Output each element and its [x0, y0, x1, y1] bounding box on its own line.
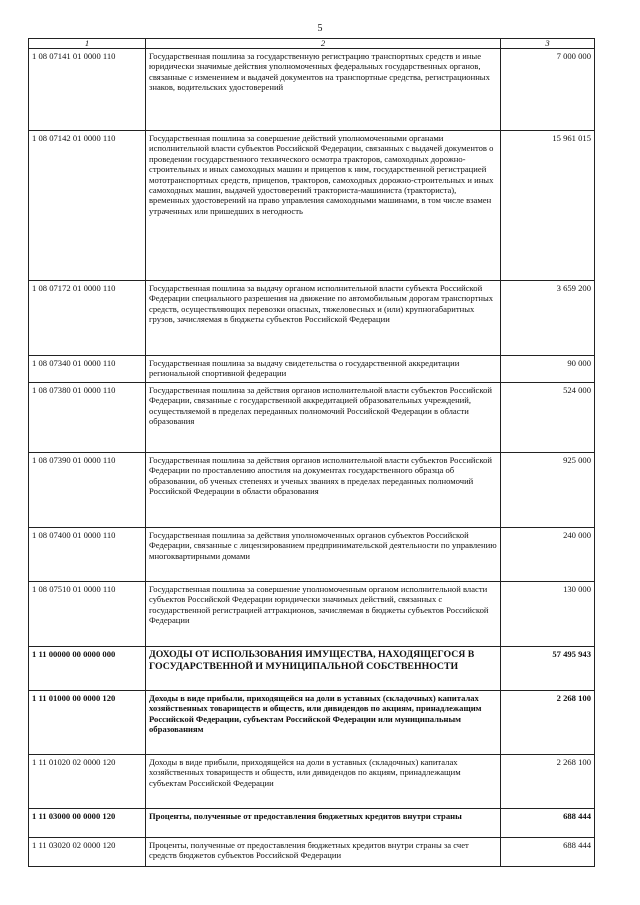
- revenue-description: Государственная пошлина за действия органов исполнительной власти субъектов Российской Федерации по проставлению апостиля на документах государственного образца об образовании, об ученых степенях и ученых званиях в пределах переданных полномочий Российской Федерации в области образования: [146, 453, 501, 528]
- revenue-description: Государственная пошлина за выдачу органом исполнительной власти субъекта Российской Федерации специального разрешения на движение по автомобильным дорогам транспортных средств, осуществляющих перевозки опасных, тяжеловесных и (или) крупногабаритных грузов, зачисляемая в бюджеты субъектов Российской Федерации: [146, 281, 501, 356]
- revenue-description: Государственная пошлина за совершение действий уполномоченными органами исполнительной власти субъектов Российской Федерации, связанных с выдачей документов о проведении государственного технического осмотра тракторов, самоходных дорожно-строительных и иных самоходных машин и прицепов к ним, государственной регистрацией мототранспортных средств, прицепов, тракторов, самоходных дорожно-строительных и иных самоходных машин, выдачей удостоверений тракториста-машиниста (тракториста), временных удостоверений на право управления самоходными машинами, в том числе взамен утраченных или пришедших в негодность: [146, 131, 501, 281]
- revenue-description: Государственная пошлина за действия уполномоченных органов субъектов Российской Федерации, связанные с лицензированием предпринимательской деятельности по управлению многоквартирными домами: [146, 528, 501, 582]
- revenue-description: Доходы в виде прибыли, приходящейся на доли в уставных (складочных) капиталах хозяйственных товариществ и обществ, или дивидендов по акциям, принадлежащим субъектам Российской Федерации: [146, 755, 501, 809]
- revenue-amount: 90 000: [501, 356, 595, 383]
- revenue-amount: 2 268 100: [501, 691, 595, 755]
- revenue-amount: 3 659 200: [501, 281, 595, 356]
- revenue-description: Проценты, полученные от предоставления бюджетных кредитов внутри страны: [146, 809, 501, 838]
- revenue-amount: 925 000: [501, 453, 595, 528]
- column-number: 3: [501, 39, 595, 49]
- classification-code: 1 08 07400 01 0000 110: [29, 528, 146, 582]
- revenue-amount: 7 000 000: [501, 49, 595, 131]
- classification-code: 1 08 07141 01 0000 110: [29, 49, 146, 131]
- page-number: 5: [317, 23, 323, 34]
- revenue-amount: 240 000: [501, 528, 595, 582]
- revenue-description: Доходы в виде прибыли, приходящейся на доли в уставных (складочных) капиталах хозяйственных товариществ и обществ, или дивидендов по акциям, принадлежащим Российской Федерации, субъектам Российской Федерации или муниципальным образованиям: [146, 691, 501, 755]
- classification-code: 1 11 00000 00 0000 000: [29, 647, 146, 691]
- classification-code: 1 11 03020 02 0000 120: [29, 838, 146, 867]
- revenue-amount: 15 961 015: [501, 131, 595, 281]
- table-row: [29, 131, 595, 281]
- table-row: [29, 582, 595, 647]
- table-row: [29, 838, 595, 867]
- revenue-description: Государственная пошлина за государственную регистрацию транспортных средств и иные юридически значимые действия уполномоченных федеральных государственных органов, связанные с изменением и выдачей документов на транспортные средства, регистрационных знаков, водительских удостоверений: [146, 49, 501, 131]
- revenue-amount: 2 268 100: [501, 755, 595, 809]
- classification-code: 1 08 07142 01 0000 110: [29, 131, 146, 281]
- table-row-subsection: [29, 809, 595, 838]
- table-row-subsection: [29, 691, 595, 755]
- revenue-description: Проценты, полученные от предоставления бюджетных кредитов внутри страны за счет средств бюджетов субъектов Российской Федерации: [146, 838, 501, 867]
- revenue-description: ДОХОДЫ ОТ ИСПОЛЬЗОВАНИЯ ИМУЩЕСТВА, НАХОДЯЩЕГОСЯ В ГОСУДАРСТВЕННОЙ И МУНИЦИПАЛЬНОЙ СОБСТВЕННОСТИ: [146, 647, 501, 691]
- table-row: [29, 281, 595, 356]
- column-number-row: [29, 39, 595, 49]
- revenue-description: Государственная пошлина за совершение уполномоченным органом исполнительной власти субъектов Российской Федерации юридически значимых действий, связанных с государственной регистрацией аттракционов, зачисляемая в бюджеты субъектов Российской Федерации: [146, 582, 501, 647]
- classification-code: 1 08 07380 01 0000 110: [29, 383, 146, 453]
- classification-code: 1 08 07510 01 0000 110: [29, 582, 146, 647]
- table-row: [29, 755, 595, 809]
- table-row: [29, 528, 595, 582]
- classification-code: 1 08 07390 01 0000 110: [29, 453, 146, 528]
- table-row: [29, 356, 595, 383]
- table-row: [29, 453, 595, 528]
- table-row-section: [29, 647, 595, 691]
- classification-code: 1 11 01000 00 0000 120: [29, 691, 146, 755]
- revenue-amount: 688 444: [501, 838, 595, 867]
- revenue-amount: 524 000: [501, 383, 595, 453]
- column-number: 1: [29, 39, 146, 49]
- table-row: [29, 383, 595, 453]
- revenue-amount: 57 495 943: [501, 647, 595, 691]
- classification-code: 1 08 07172 01 0000 110: [29, 281, 146, 356]
- classification-code: 1 11 01020 02 0000 120: [29, 755, 146, 809]
- revenue-amount: 688 444: [501, 809, 595, 838]
- classification-code: 1 11 03000 00 0000 120: [29, 809, 146, 838]
- classification-code: 1 08 07340 01 0000 110: [29, 356, 146, 383]
- revenue-table: [28, 38, 595, 867]
- revenue-description: Государственная пошлина за действия органов исполнительной власти субъектов Российской Федерации, связанные с государственной аккредитацией образовательных учреждений, осуществляемой в пределах переданных полномочий Российской Федерации в области образования: [146, 383, 501, 453]
- revenue-amount: 130 000: [501, 582, 595, 647]
- table-row: [29, 49, 595, 131]
- revenue-description: Государственная пошлина за выдачу свидетельства о государственной аккредитации региональной спортивной федерации: [146, 356, 501, 383]
- column-number: 2: [146, 39, 501, 49]
